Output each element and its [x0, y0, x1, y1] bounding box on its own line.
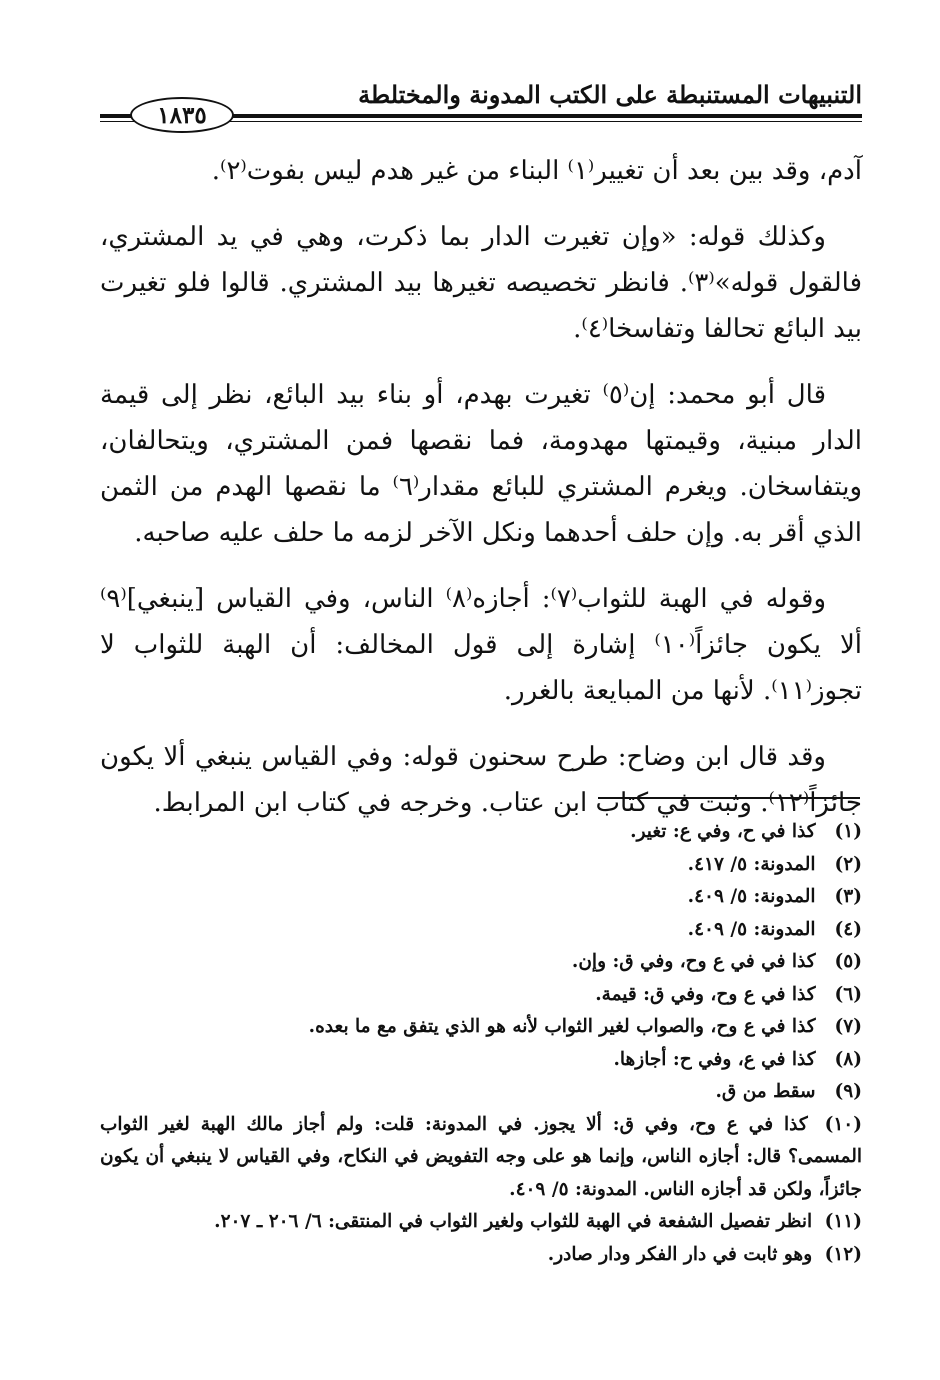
footnote-number: (١١) [824, 1211, 862, 1232]
footnote-text: كذا في ع وح، وفي ق: ألا يجوز. في المدونة: قلت: ولم أجاز مالك الهبة لغير الثواب المسمى؟ قال: أجازه الناس، وإنما هو على وجه التفويض في النكاح، وفي القياس لا ينبغي أن يكون جائزاً، ولكن قد أجازه الناس. المدونة: ٥/ ٤٠٩. [100, 1113, 862, 1200]
footnote-text: المدونة: ٥/ ٤١٧. [687, 853, 816, 875]
footnotes [100, 816, 862, 1271]
footnote-number: (١) [834, 821, 862, 842]
footnote-text: كذا في ع، وفي ح: أجازها. [613, 1048, 816, 1070]
footnote [100, 979, 862, 1012]
footnote-number: (٣) [834, 886, 862, 907]
footnote [100, 1239, 862, 1272]
paragraph: وكذلك قوله: «وإن تغيرت الدار بما ذكرت، وهي في يد المشتري، فالقول قوله»⁽٣⁾. فانظر تخصيصه تغيرها بيد المشتري. قالوا فلو تغيرت بيد البائع تحالفا وتفاسخا⁽٤⁾. [100, 222, 863, 344]
footnote [100, 914, 862, 947]
footnote-separator [598, 797, 860, 799]
footnote-number: (٥) [834, 951, 862, 972]
footnote [100, 1011, 862, 1044]
footnote-text: كذا في ح، وفي ع: تغير. [630, 821, 816, 842]
footnote-text: كذا في ع وح، وفي ق: قيمة. [595, 983, 816, 1005]
footnote-number: (١٢) [824, 1243, 862, 1265]
footnote [100, 1109, 862, 1207]
footnote-text: انظر تفصيل الشفعة في الهبة للثواب ولغير الثواب في المنتقى: ٦/ ٢٠٦ ـ ٢٠٧. [214, 1211, 813, 1232]
footnote-number: (٨) [834, 1048, 862, 1070]
paragraph: وقوله في الهبة للثواب⁽٧⁾: أجازه⁽٨⁾ الناس، وفي القياس [ينبغي]⁽٩⁾ ألا يكون جائزاً⁽١٠⁾ إشارة إلى قول المخالف: أن الهبة للثواب لا تجوز⁽١١⁾. لأنها من المبايعة بالغرر. [100, 584, 862, 706]
footnote [100, 946, 862, 979]
page-number: ١٨٣٥ [130, 97, 234, 133]
page-header [100, 80, 862, 132]
footnote-number: (٧) [834, 1016, 862, 1037]
paragraph: وقد قال ابن وضاح: طرح سحنون قوله: وفي القياس ينبغي ألا يكون جائزاً⁽١٢⁾. وثبت في كتاب ابن عتاب. وخرجه في كتاب ابن المرابط. [100, 742, 862, 818]
footnote-number: (٩) [834, 1081, 862, 1102]
footnote-number: (١٠) [824, 1113, 862, 1135]
paragraph: آدم، وقد بين بعد أن تغيير⁽١⁾ البناء من غير هدم ليس بفوت⁽٢⁾. [211, 156, 862, 186]
footnote-text: كذا في في ع وح، وفي ق: وإن. [571, 951, 816, 972]
footnote [100, 881, 862, 914]
footnote [100, 1044, 862, 1077]
footnote-text: وهو ثابت في دار الفكر ودار صادر. [547, 1243, 813, 1265]
footnote [100, 816, 862, 849]
footnote [100, 849, 862, 882]
footnote-text: المدونة: ٥/ ٤٠٩. [687, 918, 816, 940]
footnote-number: (٦) [834, 983, 862, 1005]
footnote [100, 1206, 862, 1239]
main-text [100, 148, 862, 846]
footnote-text: المدونة: ٥/ ٤٠٩. [687, 886, 816, 907]
footnote [100, 1076, 862, 1109]
book-title: التنبيهات المستنبطة على الكتب المدونة والمختلطة [358, 80, 862, 109]
footnote-text: كذا في ع وح، والصواب لغير الثواب لأنه هو الذي يتفق مع ما بعده. [308, 1016, 816, 1037]
footnote-number: (٢) [834, 853, 862, 875]
paragraph: قال أبو محمد: إن⁽٥⁾ تغيرت بهدم، أو بناء بيد البائع، نظر إلى قيمة الدار مبنية، وقيمتها مهدومة، فما نقصها فمن المشتري، ويتحالفان، ويتفاسخان. ويغرم المشتري للبائع مقدار⁽٦⁾ ما نقصها الهدم من الثمن الذي أقر به. وإن حلف أحدهما ونكل الآخر لزمه ما حلف عليه صاحبه. [100, 380, 863, 548]
footnote-number: (٤) [834, 918, 862, 940]
footnote-text: سقط من ق. [715, 1081, 816, 1102]
